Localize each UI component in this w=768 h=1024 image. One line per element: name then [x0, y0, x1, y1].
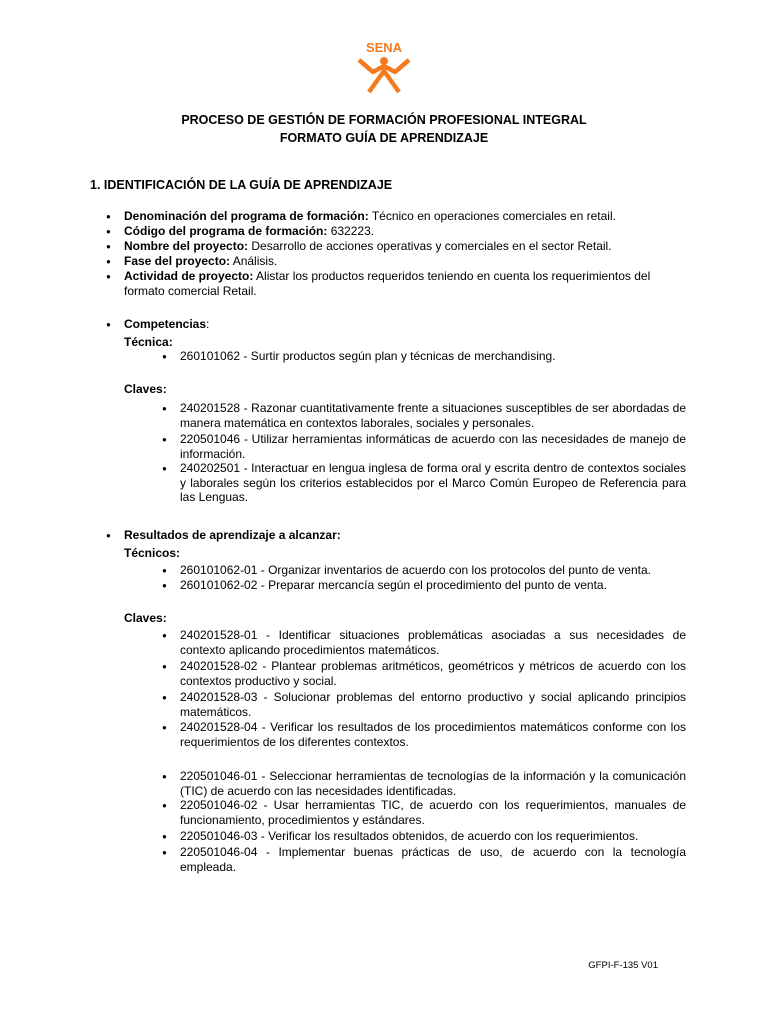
id-value: Desarrollo de acciones operativas y comerciales en el sector Retail.	[248, 239, 612, 253]
id-item-activity	[124, 269, 680, 298]
tecnico-item: ● 260101062-01 - Organizar inventarios de acuerdo con los protocolos del punto de venta.	[180, 563, 686, 578]
resultado-clave-item: ● 240201528-01 - Identificar situaciones problemáticas asociadas a sus necesidades de contexto aplicando procedimientos matemáticos.	[180, 628, 686, 657]
sena-logo	[355, 38, 413, 94]
document-subtitle: FORMATO GUÍA DE APRENDIZAJE	[279, 131, 489, 145]
resultado-clave-item: ● 240201528-04 - Verificar los resultados de los procedimientos matemáticos conforme con los requerimientos de los diferentes contextos.	[180, 720, 686, 749]
competencias-colon: :	[206, 317, 210, 331]
claves-label: Claves:	[124, 382, 167, 396]
id-value: Técnico en operaciones comerciales en retail.	[368, 209, 616, 223]
clave-item: ● 240201528 - Razonar cuantitativamente frente a situaciones susceptibles de ser abordadas de manera matemática en contextos laborales, sociales y personales.	[180, 401, 686, 430]
tecnica-item: ● 260101062 - Surtir productos según plan y técnicas de merchandising.	[180, 349, 680, 364]
id-label: Actividad de proyecto:	[124, 269, 254, 283]
competencias-item	[124, 317, 209, 332]
logo-text: SENA	[365, 40, 403, 55]
resultado-clave-item: ● 220501046-01 - Seleccionar herramientas de tecnologías de la información y la comunicación (TIC) de acuerdo con las necesidades identificadas.	[180, 769, 686, 798]
clave-item: ● 220501046 - Utilizar herramientas informáticas de acuerdo con las necesidades de manejo de información.	[180, 432, 686, 461]
resultado-clave-item: ● 240201528-03 - Solucionar problemas del entorno productivo y social aplicando principios matemáticos.	[180, 690, 686, 719]
resultados-label: Resultados de aprendizaje a alcanzar:	[124, 528, 341, 542]
tecnicos-label: Técnicos:	[124, 546, 181, 560]
section-heading: 1. IDENTIFICACIÓN DE LA GUÍA DE APRENDIZAJE	[90, 178, 393, 192]
id-value: 632223.	[327, 224, 375, 238]
resultado-clave-item: ● 220501046-02 - Usar herramientas TIC, de acuerdo con los requerimientos, manuales de funcionamiento, procedimientos y estándares.	[180, 798, 686, 827]
id-value: Alistar los productos requeridos teniendo en cuenta los requerimientos del formato comercial Retail.	[124, 269, 651, 298]
id-item-code	[124, 224, 664, 239]
resultado-clave-item: ● 240201528-02 - Plantear problemas aritméticos, geométricos y métricos de acuerdo con los contextos productivo y social.	[180, 659, 686, 688]
id-label: Código del programa de formación:	[124, 224, 328, 238]
resultado-clave-item: ● 220501046-03 - Verificar los resultados obtenidos, de acuerdo con los requerimientos.	[180, 829, 686, 844]
footer-code: GFPI-F-135 V01	[588, 960, 658, 971]
resultados-item	[124, 528, 341, 543]
document-title: PROCESO DE GESTIÓN DE FORMACIÓN PROFESIONAL INTEGRAL	[181, 113, 587, 127]
id-value: Análisis.	[230, 254, 278, 268]
competencias-label: Competencias	[124, 317, 207, 331]
id-item-project	[124, 239, 664, 254]
id-label: Denominación del programa de formación:	[124, 209, 369, 223]
tecnica-label: Técnica:	[124, 335, 173, 349]
tecnico-item: ● 260101062-02 - Preparar mercancía según el procedimiento del punto de venta.	[180, 578, 686, 593]
id-item-phase	[124, 254, 664, 269]
id-item-program	[124, 209, 664, 224]
id-label: Fase del proyecto:	[124, 254, 231, 268]
resultados-claves-label: Claves:	[124, 611, 167, 625]
id-label: Nombre del proyecto:	[124, 239, 249, 253]
resultado-clave-item: ● 220501046-04 - Implementar buenas prácticas de uso, de acuerdo con la tecnología empleada.	[180, 845, 686, 874]
clave-item: ● 240202501 - Interactuar en lengua inglesa de forma oral y escrita dentro de contextos sociales y laborales según los criterios establecidos por el Marco Común Europeo de Referencia para las Lenguas.	[180, 461, 686, 505]
